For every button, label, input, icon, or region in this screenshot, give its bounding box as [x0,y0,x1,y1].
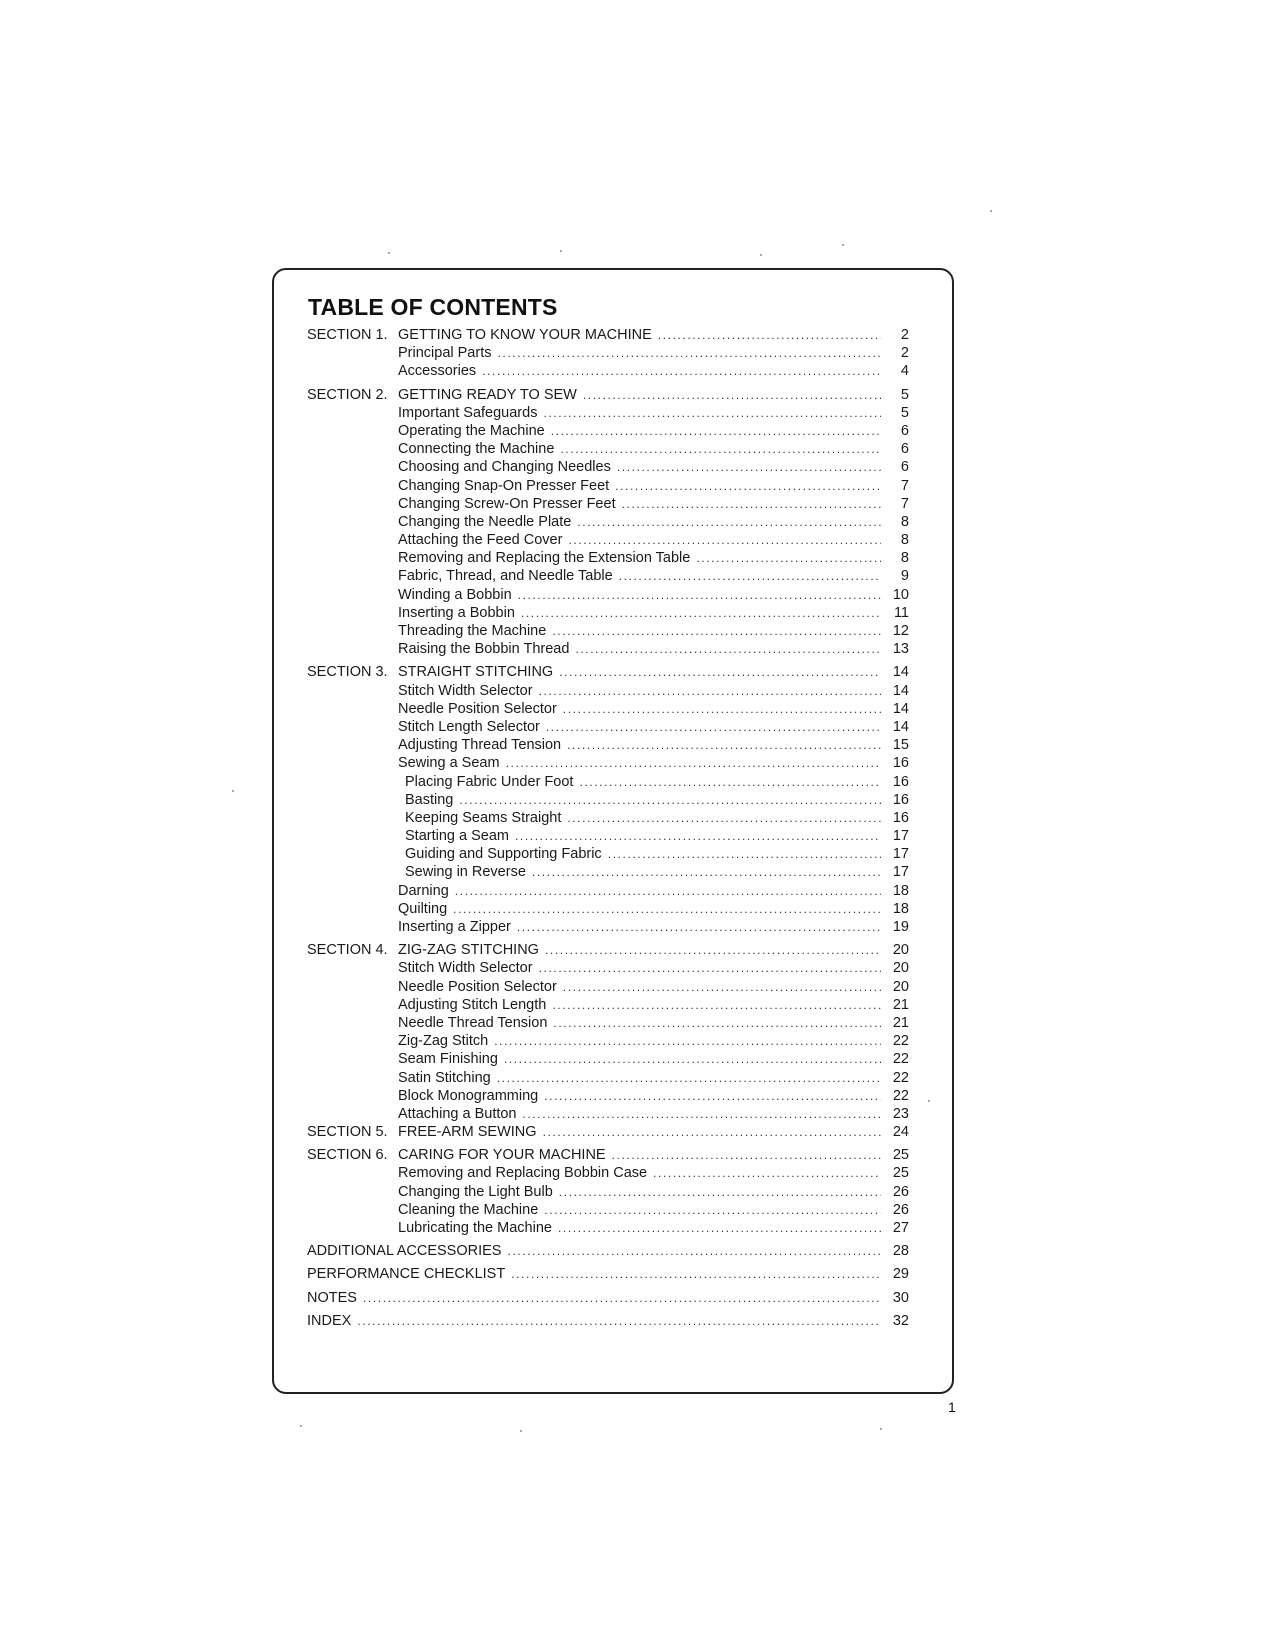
dot-leader [515,827,881,845]
dot-leader [653,1164,881,1182]
scan-speck [928,1100,930,1102]
toc-page-number: 7 [900,495,909,512]
toc-entry-title: Block Monogramming [398,1087,539,1104]
toc-entry-title: Connecting the Machine [398,441,555,458]
toc-page-number: 17 [892,864,909,881]
toc-page-number: 8 [900,513,909,530]
toc-entry-title: Sewing in Reverse [405,864,526,881]
toc-entry [307,1201,909,1219]
toc-entry [307,1242,909,1260]
toc-page-number: 16 [892,791,909,808]
page-number: 1 [948,1399,956,1415]
dot-leader [455,882,881,900]
toc-entry [307,1183,909,1201]
toc-entry-title: Inserting a Zipper [398,919,511,935]
toc-entry-title: Sewing a Seam [398,755,500,772]
toc-entry-title: NOTES [307,1289,357,1306]
toc-entry-title: GETTING TO KNOW YOUR MACHINE [398,327,652,343]
toc-entry-title: Changing Screw-On Presser Feet [398,495,616,512]
toc-section-number: SECTION 3. [307,664,388,681]
toc-page-number: 10 [892,586,909,603]
toc-entry [307,773,909,791]
toc-entry [307,458,909,476]
toc-entry-title: Stitch Length Selector [398,718,540,735]
toc-entry-title: Changing the Light Bulb [398,1183,553,1200]
toc-entry-title: Stitch Width Selector [398,682,533,699]
dot-leader [563,700,881,718]
toc-entry [307,1050,909,1068]
toc-entry [307,326,909,344]
toc-entry-title: Needle Position Selector [398,700,557,717]
dot-leader [497,1069,881,1087]
toc-entry-title: Seam Finishing [398,1051,498,1068]
dot-leader [459,791,881,809]
toc-entry [307,663,909,681]
toc-entry [307,1219,909,1237]
toc-entry-title: Lubricating the Machine [398,1220,552,1236]
toc-section-number: SECTION 5. [307,1124,388,1141]
toc-entry-title: Quilting [398,900,448,917]
toc-page-number: 14 [892,664,909,681]
toc-page-number: 20 [892,942,909,959]
toc-entry-title: Changing Snap-On Presser Feet [398,477,610,494]
dot-leader [583,386,881,404]
toc-entry-title: Choosing and Changing Needles [398,459,611,476]
toc-entry-title: Threading the Machine [398,623,547,639]
dot-leader [506,754,881,772]
toc-entry [307,736,909,754]
toc-entry-title: Needle Thread Tension [398,1014,548,1031]
toc-entry [307,1105,909,1123]
dot-leader [563,978,881,996]
toc-entry [307,918,909,936]
toc-page-number: 5 [900,386,909,403]
toc-entry [307,495,909,513]
toc-entry [307,845,909,863]
toc-entry-title: Adjusting Stitch Length [398,996,547,1013]
toc-page-number: 11 [893,604,909,621]
toc-section-number: SECTION 6. [307,1147,388,1164]
toc-page-number: 4 [900,363,909,380]
toc-page-number: 5 [900,404,909,421]
dot-leader [494,1032,881,1050]
toc-section-number: SECTION 2. [307,386,388,403]
toc-entry [307,604,909,622]
dot-leader [552,996,881,1014]
toc-page-number: 22 [892,1033,909,1050]
dot-leader [504,1050,881,1068]
toc-entry [307,422,909,440]
toc-page-number: 14 [892,682,909,699]
toc-page-number: 16 [892,809,909,826]
toc-entry [307,640,909,658]
toc-page-number: 16 [892,755,909,772]
toc-entry [307,440,909,458]
dot-leader [615,477,881,495]
dot-leader [546,718,881,736]
scan-speck [520,1430,522,1432]
scan-speck [388,252,390,254]
toc-entry-title: Removing and Replacing Bobbin Case [398,1165,648,1182]
toc-entry-title: Keeping Seams Straight [405,809,562,826]
toc-page-number: 28 [892,1243,909,1260]
toc-entry [307,404,909,422]
toc-entry-title: INDEX [307,1312,352,1329]
toc-entry-title: Changing the Needle Plate [398,513,572,530]
dot-leader [497,344,881,362]
toc-entry [307,863,909,881]
dot-leader [567,736,881,754]
toc-page-number: 29 [892,1266,909,1283]
toc-page-number: 30 [892,1289,909,1306]
toc-entry [307,531,909,549]
toc-entry [307,959,909,977]
toc-entry [307,1164,909,1182]
toc-page-number: 18 [892,900,909,917]
toc-page-number: 25 [892,1147,909,1164]
dot-leader [544,1201,881,1219]
toc-entry-title: Basting [405,791,454,808]
toc-entry [307,1032,909,1050]
toc-page-number: 6 [900,422,909,439]
toc-entry [307,882,909,900]
dot-leader [532,863,881,881]
toc-page-number: 19 [892,919,909,935]
toc-page-number: 22 [892,1087,909,1104]
toc-entry [307,1014,909,1032]
toc-entry [307,718,909,736]
toc-page-number: 7 [900,477,909,494]
toc-page-number: 6 [900,441,909,458]
toc-entry [307,1087,909,1105]
toc-entry-title: Operating the Machine [398,422,545,439]
toc-page-number: 12 [892,623,909,639]
toc-entry-title: CARING FOR YOUR MACHINE [398,1147,606,1164]
dot-leader [559,663,881,681]
toc-entry [307,1123,909,1141]
dot-leader [658,326,881,344]
toc-entry-title: Adjusting Thread Tension [398,737,562,754]
toc-entry [307,513,909,531]
toc-page-number: 8 [900,532,909,549]
dot-leader [523,1105,882,1123]
toc-entry-title: STRAIGHT STITCHING [398,664,554,681]
scan-speck [560,250,562,252]
dot-leader [357,1312,881,1330]
toc-entry-title: Inserting a Bobbin [398,604,515,621]
dot-leader [579,773,881,791]
dot-leader [507,1242,881,1260]
toc-entry-title: ZIG-ZAG STITCHING [398,942,539,959]
dot-leader [575,640,881,658]
dot-leader [567,809,881,827]
dot-leader [453,900,881,918]
scan-speck [842,244,844,246]
toc-entry [307,622,909,640]
toc-entry [307,586,909,604]
dot-leader [511,1265,881,1283]
dot-leader [558,1219,881,1237]
toc-entry-title: Attaching a Button [398,1105,517,1122]
toc-entry-title: Winding a Bobbin [398,586,512,603]
dot-leader [363,1289,881,1307]
dot-leader [577,513,881,531]
toc-page-number: 22 [892,1051,909,1068]
toc-page-number: 15 [892,737,909,754]
toc-entry-title: Starting a Seam [405,828,509,845]
toc-page-number: 17 [892,846,909,863]
dot-leader [560,440,881,458]
scan-speck [760,254,762,256]
dot-leader [612,1146,881,1164]
toc-page-number: 20 [892,960,909,977]
toc-entry [307,978,909,996]
toc-page-number: 22 [892,1069,909,1086]
toc-page-number: 32 [892,1312,909,1329]
toc-entry [307,567,909,585]
scan-speck [990,210,992,212]
toc-entry [307,1289,909,1307]
toc-page-number: 2 [900,345,909,362]
toc-entry-title: Needle Position Selector [398,978,557,995]
dot-leader [518,586,881,604]
toc-page-number: 16 [892,773,909,790]
toc-page-number: 9 [900,568,909,585]
dot-leader [539,959,881,977]
toc-entry [307,386,909,404]
toc-list [307,326,909,1330]
toc-entry [307,1069,909,1087]
toc-page-number: 24 [892,1124,909,1141]
page-title: TABLE OF CONTENTS [308,294,558,320]
toc-page-number: 23 [892,1105,909,1122]
dot-leader [551,422,881,440]
toc-entry [307,996,909,1014]
toc-entry [307,1265,909,1283]
dot-leader [608,845,881,863]
toc-entry [307,1146,909,1164]
toc-entry [307,941,909,959]
dot-leader [521,604,881,622]
toc-section-number: SECTION 4. [307,942,388,959]
toc-entry-title: Zig-Zag Stitch [398,1033,489,1050]
dot-leader [543,404,881,422]
toc-page-number: 27 [892,1220,909,1236]
toc-entry [307,791,909,809]
dot-leader [543,1123,881,1141]
dot-leader [545,941,881,959]
toc-entry-title: PERFORMANCE CHECKLIST [307,1266,506,1283]
toc-entry [307,809,909,827]
toc-entry-title: ADDITIONAL ACCESSORIES [307,1243,502,1260]
toc-page-number: 21 [892,996,909,1013]
toc-entry [307,1312,909,1330]
toc-entry [307,827,909,845]
toc-page-number: 26 [892,1201,909,1218]
dot-leader [539,682,881,700]
toc-entry-title: Guiding and Supporting Fabric [405,846,602,863]
toc-page-number: 26 [892,1183,909,1200]
toc-page-number: 8 [900,550,909,567]
toc-entry-title: FREE-ARM SEWING [398,1124,537,1141]
dot-leader [568,531,881,549]
dot-leader [544,1087,881,1105]
dot-leader [517,918,881,936]
scan-speck [232,790,234,792]
toc-entry-title: Placing Fabric Under Foot [405,773,574,790]
toc-entry-title: Satin Stitching [398,1069,491,1086]
toc-page-number: 21 [892,1014,909,1031]
toc-entry [307,754,909,772]
dot-leader [552,622,881,640]
toc-entry-title: Principal Parts [398,345,492,362]
toc-entry-title: Raising the Bobbin Thread [398,641,570,658]
toc-entry-title: Attaching the Feed Cover [398,532,563,549]
toc-page-number: 18 [892,882,909,899]
toc-entry-title: Accessories [398,363,477,380]
toc-entry [307,700,909,718]
toc-page-number: 17 [892,828,909,845]
toc-entry-title: Darning [398,882,449,899]
toc-entry-title: GETTING READY TO SEW [398,386,577,403]
dot-leader [559,1183,881,1201]
toc-page-number: 14 [892,718,909,735]
toc-entry [307,344,909,362]
toc-page-number: 13 [892,641,909,658]
toc-page-number: 25 [892,1165,909,1182]
toc-entry [307,900,909,918]
dot-leader [619,567,881,585]
toc-page-number: 6 [900,459,909,476]
toc-page-number: 2 [900,327,909,343]
toc-entry-title: Removing and Replacing the Extension Table [398,550,691,567]
toc-entry-title: Fabric, Thread, and Needle Table [398,568,613,585]
dot-leader [482,362,881,380]
toc-entry-title: Cleaning the Machine [398,1201,539,1218]
toc-entry-title: Important Safeguards [398,404,538,421]
toc-page-number: 20 [892,978,909,995]
dot-leader [553,1014,881,1032]
dot-leader [696,549,881,567]
dot-leader [617,458,881,476]
toc-section-number: SECTION 1. [307,327,388,343]
dot-leader [622,495,881,513]
scan-speck [300,1425,302,1427]
toc-entry [307,549,909,567]
toc-entry-title: Stitch Width Selector [398,960,533,977]
toc-entry [307,682,909,700]
toc-entry [307,362,909,380]
toc-entry [307,477,909,495]
scan-speck [880,1428,882,1430]
toc-page-number: 14 [892,700,909,717]
